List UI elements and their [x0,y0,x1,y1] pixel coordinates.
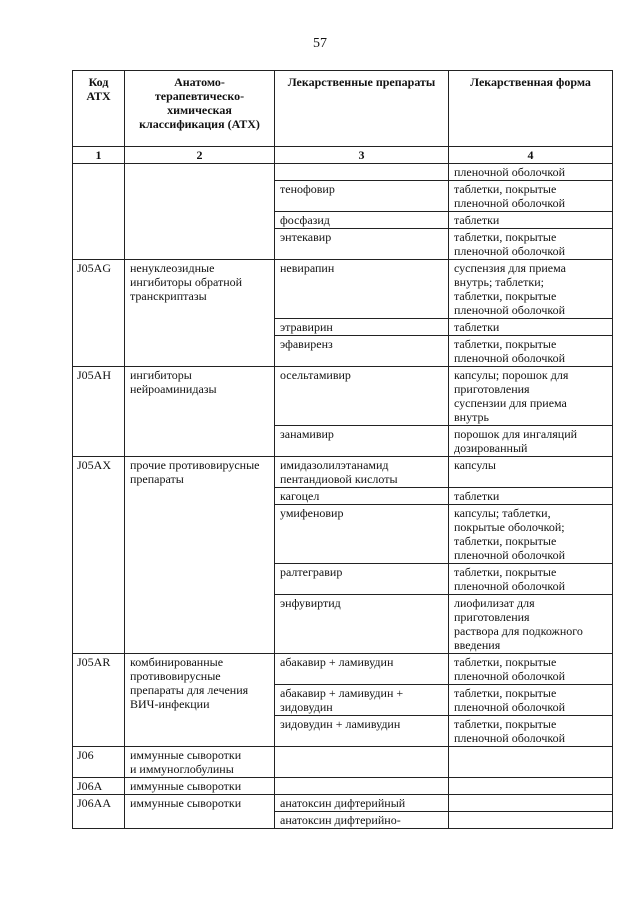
drug-cell: этравирин [275,319,449,336]
dosage-form-cell: капсулы; таблетки, покрытые оболочкой; таблетки, покрытые пленочной оболочкой [449,505,613,564]
table-row [73,795,613,812]
table-row [73,747,613,778]
atc-class-cell: иммунные сыворотки [125,795,275,829]
drug-cell: осельтамивир [275,367,449,426]
table-row [73,164,613,181]
column-number: 1 [73,147,125,164]
drug-cell [275,747,449,778]
atc-code-cell: J05AR [73,654,125,747]
dosage-form-cell: таблетки, покрытые пленочной оболочкой [449,654,613,685]
atc-code-cell: J05AH [73,367,125,457]
column-number: 4 [449,147,613,164]
dosage-form-cell: таблетки, покрытые пленочной оболочкой [449,336,613,367]
drug-cell [275,778,449,795]
atc-class-cell: прочие противовирусные препараты [125,457,275,654]
drug-cell: ралтегравир [275,564,449,595]
table-row [73,260,613,319]
header-atc-classification: Анатомо-терапевтическо-химическая классификация (АТХ) [125,71,275,147]
atc-class-cell: иммунные сыворотки и иммуноглобулины [125,747,275,778]
dosage-form-cell [449,747,613,778]
drug-cell [275,164,449,181]
drug-cell: тенофовир [275,181,449,212]
atc-drug-table [72,70,613,829]
atc-class-cell: ингибиторы нейроаминидазы [125,367,275,457]
table-row [73,367,613,426]
page-number: 57 [313,36,327,51]
atc-class-cell: комбинированные противовирусные препараты для лечения ВИЧ-инфекции [125,654,275,747]
drug-cell: фосфазид [275,212,449,229]
drug-cell: абакавир + ламивудин + зидовудин [275,685,449,716]
table-row [73,654,613,685]
atc-class-cell: иммунные сыворотки [125,778,275,795]
dosage-form-cell: таблетки [449,488,613,505]
dosage-form-cell: капсулы; порошок для приготовления суспензии для приема внутрь [449,367,613,426]
atc-code-cell: J06 [73,747,125,778]
column-number: 3 [275,147,449,164]
table-row [73,457,613,488]
drug-cell: энтекавир [275,229,449,260]
atc-code-cell: J06AA [73,795,125,829]
dosage-form-cell: лиофилизат для приготовления раствора для подкожного введения [449,595,613,654]
atc-class-cell [125,164,275,260]
dosage-form-cell [449,778,613,795]
drug-cell: кагоцел [275,488,449,505]
column-number-row [73,147,613,164]
dosage-form-cell [449,795,613,812]
header-dosage-form: Лекарственная форма [449,71,613,147]
drug-cell: невирапин [275,260,449,319]
dosage-form-cell: таблетки, покрытые пленочной оболочкой [449,716,613,747]
dosage-form-cell: пленочной оболочкой [449,164,613,181]
header-atc-code: Код АТХ [73,71,125,147]
table-row [73,778,613,795]
dosage-form-cell: таблетки, покрытые пленочной оболочкой [449,685,613,716]
atc-code-cell: J06A [73,778,125,795]
dosage-form-cell: таблетки, покрытые пленочной оболочкой [449,229,613,260]
dosage-form-cell: капсулы [449,457,613,488]
atc-class-cell: ненуклеозидные ингибиторы обратной транскриптазы [125,260,275,367]
drug-cell: зидовудин + ламивудин [275,716,449,747]
drug-cell: абакавир + ламивудин [275,654,449,685]
dosage-form-cell: таблетки [449,319,613,336]
drug-cell: умифеновир [275,505,449,564]
drug-cell: имидазолилэтанамид пентандиовой кислоты [275,457,449,488]
atc-code-cell [73,164,125,260]
drug-cell: эфавиренз [275,336,449,367]
header-drugs: Лекарственные препараты [275,71,449,147]
dosage-form-cell: таблетки, покрытые пленочной оболочкой [449,181,613,212]
drug-cell: занамивир [275,426,449,457]
atc-code-cell: J05AG [73,260,125,367]
drug-cell: анатоксин дифтерийный [275,795,449,812]
dosage-form-cell: таблетки, покрытые пленочной оболочкой [449,564,613,595]
dosage-form-cell: суспензия для приема внутрь; таблетки; таблетки, покрытые пленочной оболочкой [449,260,613,319]
drug-cell: энфувиртид [275,595,449,654]
table-header-row [73,71,613,147]
atc-code-cell: J05AX [73,457,125,654]
dosage-form-cell: таблетки [449,212,613,229]
column-number: 2 [125,147,275,164]
drug-cell: анатоксин дифтерийно- [275,812,449,829]
dosage-form-cell: порошок для ингаляций дозированный [449,426,613,457]
dosage-form-cell [449,812,613,829]
